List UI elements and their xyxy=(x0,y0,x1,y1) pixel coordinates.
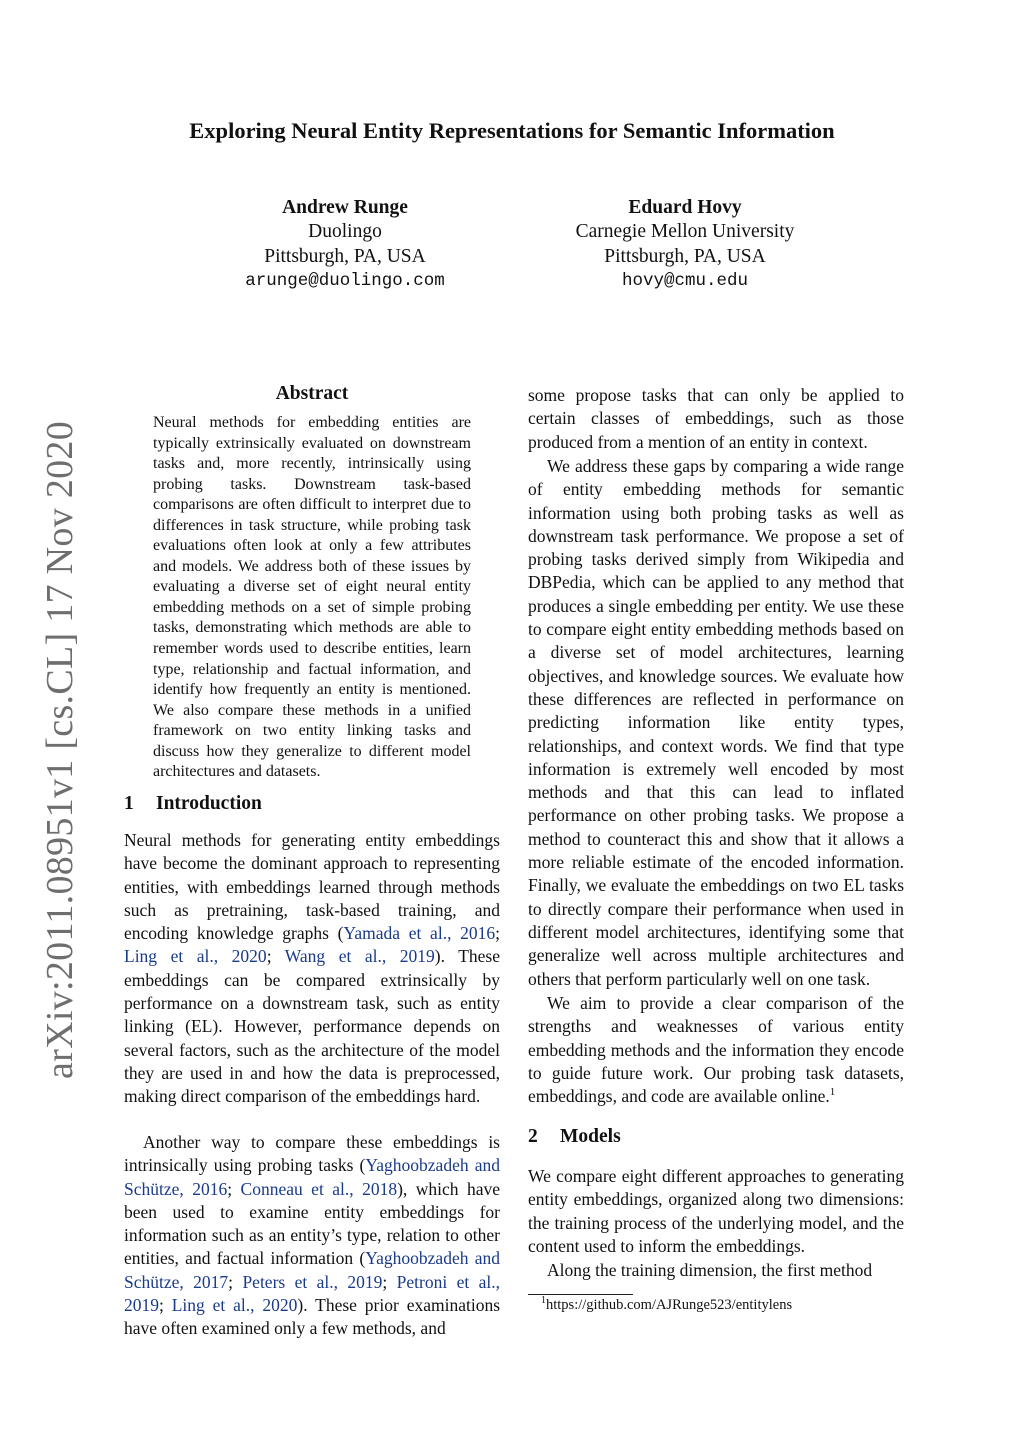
paragraph-text: We aim to provide a clear comparison of the strengths and weaknesses of various entity embedding methods and the information they encode to guide future work. Our probing task datasets, embeddings, and code are available online. xyxy=(528,993,904,1107)
citation-link[interactable]: Yaghoobzadeh and Schütze, 2017 xyxy=(124,1248,500,1292)
footnote-url[interactable]: https://github.com/AJRunge523/entitylens xyxy=(546,1297,793,1313)
citation-link[interactable]: Petroni et al., 2019 xyxy=(124,1271,500,1316)
citation-separator: ; xyxy=(495,923,501,944)
paragraph-text: ). These prior examinations have often examined only a few methods, and xyxy=(124,1295,501,1339)
intro-paragraph-4 xyxy=(528,992,904,1108)
author-name: Andrew Runge xyxy=(282,197,408,218)
citation-link[interactable]: Yaghoobzadeh and Schütze, 2016 xyxy=(124,1155,500,1199)
citation-link[interactable]: Ling et al., 2020 xyxy=(124,946,267,967)
section-number: 1 xyxy=(124,793,134,814)
intro-paragraph-1 xyxy=(124,829,500,1109)
section-title: Models xyxy=(560,1126,621,1147)
intro-paragraph-2 xyxy=(124,1131,500,1341)
section-title: Introduction xyxy=(156,793,262,814)
author-block-1 xyxy=(195,196,495,293)
citation-separator: ; xyxy=(266,946,285,967)
citation-separator: ; xyxy=(382,1271,397,1292)
author-email: arunge@duolingo.com xyxy=(245,270,445,291)
footnote xyxy=(541,1297,792,1314)
citation-link[interactable]: Peters et al., 2019 xyxy=(242,1271,383,1292)
intro-continued-paragraph: some propose tasks that can only be applied to certain classes of embeddings, such as those produced from a mention of an entity in context. xyxy=(528,385,904,452)
author-email: hovy@cmu.edu xyxy=(621,270,749,291)
author-name: Eduard Hovy xyxy=(628,197,742,218)
citation-link[interactable]: Yamada et al., 2016 xyxy=(343,923,496,944)
models-paragraph-2: Along the training dimension, the first method xyxy=(547,1260,873,1280)
paragraph-text: Neural methods for generating entity embeddings have become the dominant approach to representing entities, with embeddings learned through methods such as pretraining, task-based training, and encoding knowledge graphs ( xyxy=(124,830,500,944)
author-location: Pittsburgh, PA, USA xyxy=(604,245,766,267)
section-heading-models xyxy=(528,1126,621,1148)
footnote-marker[interactable]: 1 xyxy=(829,1086,836,1099)
citation-link[interactable]: Ling et al., 2020 xyxy=(171,1295,298,1316)
author-affiliation: Carnegie Mellon University xyxy=(575,221,795,243)
paragraph-text: ), which have been used to examine entity embeddings for information such as an entity’s type, relation to other entities, and factual information ( xyxy=(124,1178,500,1269)
citation-separator: ; xyxy=(228,1271,243,1292)
abstract-text: Neural methods for embedding entities are typically extrinsically evaluated on downstream tasks and, more recently, intrinsically using probing tasks. Downstream task-based comparisons are often difficult to interpret due to differences in task structure, while probing task evaluations often look at only a few attributes and models. We address both of these issues by evaluating a diverse set of eight neural entity embedding methods on a set of simple probing tasks, demonstrating which methods are able to remember words used to describe entities, learn type, relationship and factual information, and identify how frequently an entity is mentioned. We also compare these methods in a unified framework on two entity linking tasks and discuss how they generalize to different model architectures and datasets. xyxy=(153,414,471,781)
citation-separator: ; xyxy=(159,1295,172,1316)
section-number: 2 xyxy=(528,1126,538,1147)
author-affiliation: Duolingo xyxy=(308,221,382,243)
arxiv-side-identifier: arXiv:2011.08951v1 [cs.CL] 17 Nov 2020 xyxy=(39,420,81,1080)
author-location: Pittsburgh, PA, USA xyxy=(264,245,426,267)
citation-link[interactable]: Conneau et al., 2018 xyxy=(240,1178,398,1199)
author-block-2 xyxy=(535,196,835,293)
paper-title: Exploring Neural Entity Representations for Semantic Information xyxy=(189,118,835,143)
section-heading-introduction xyxy=(124,793,262,815)
models-paragraph-1: We compare eight different approaches to generating entity embeddings, organized along two dimensions: the training process of the underlying model, and the content used to inform the embeddings. xyxy=(528,1166,904,1256)
citation-link[interactable]: Wang et al., 2019 xyxy=(284,946,435,967)
abstract-heading: Abstract xyxy=(275,383,349,404)
intro-paragraph-3: We address these gaps by comparing a wide range of entity embedding methods for semantic information using both probing tasks as well as downstream task performance. We propose a set of probing tasks derived simply from Wikipedia and DBPedia, which can be applied to any method that produces a single embedding per entity. We use these to compare eight entity embedding methods based on a diverse set of model architectures, learning objectives, and knowledge sources. We evaluate how these differences are reflected in performance on predicting information like entity types, relationships, and context words. We find that type information is extremely well encoded by most methods and that this can lead to inflated performance on other probing tasks. We propose a method to counteract this and show that it allows a more reliable estimate of the encoded information. Finally, we evaluate the embeddings on two EL tasks to directly compare their performance when used in different model architectures, identifying some that generalize well across multiple architectures and others that perform particularly well on one task. xyxy=(528,456,904,989)
footnote-mark: 1 xyxy=(541,1295,546,1307)
citation-separator: ; xyxy=(227,1178,241,1199)
paragraph-text: ). These embeddings can be compared extrinsically by performance on a downstream task, such as entity linking (EL). However, performance depends on several factors, such as the architecture of the model they are used in and how the data is preprocessed, making direct comparison of the embeddings hard. xyxy=(124,946,501,1107)
paragraph-text: Another way to compare these embeddings is intrinsically using probing tasks ( xyxy=(124,1132,500,1176)
